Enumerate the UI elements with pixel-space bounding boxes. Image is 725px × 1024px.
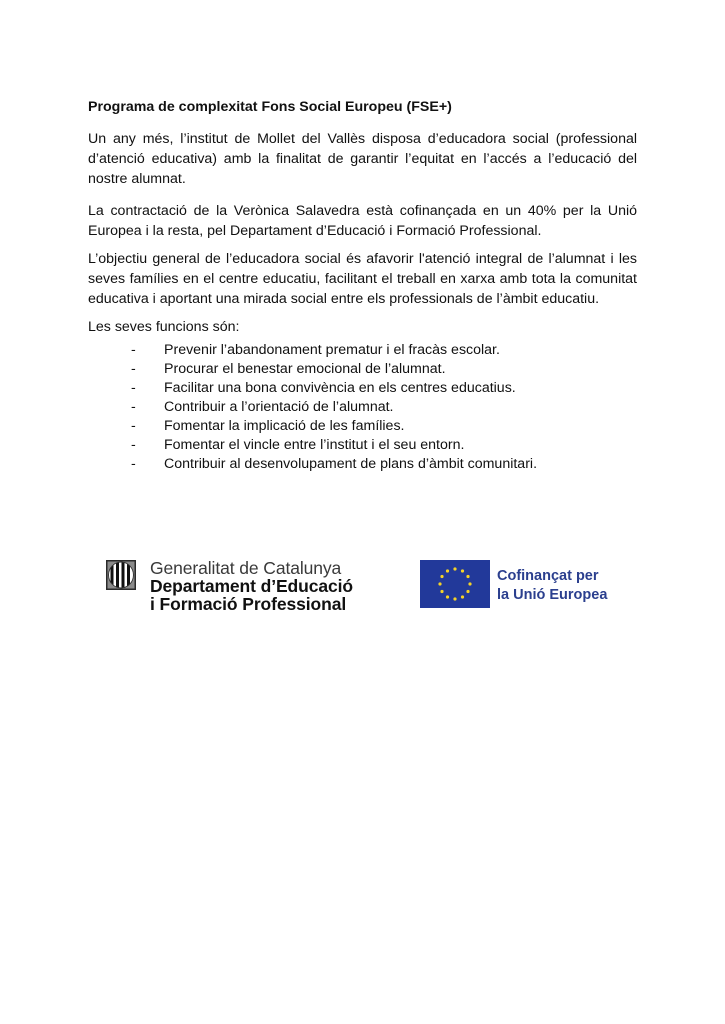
list-item bbox=[88, 436, 637, 455]
list-item bbox=[88, 398, 637, 417]
paragraph-intro: Un any més, l’institut de Mollet del Vallès disposa d’educadora social (professional d’atenció educativa) amb la finalitat de garantir l’equitat en l’accés a l’educació del nostre alumnat. bbox=[88, 131, 637, 187]
list-item-text: Fomentar la implicació de les famílies. bbox=[164, 418, 405, 434]
list-item-text: Facilitar una bona convivència en els centres educatius. bbox=[164, 380, 516, 396]
eu-text-line2: la Unió Europea bbox=[497, 587, 608, 603]
generalitat-name: Generalitat de Catalunya bbox=[150, 558, 342, 578]
list-item bbox=[88, 379, 637, 398]
generalitat-logo bbox=[106, 556, 366, 616]
eu-flag-icon bbox=[420, 560, 490, 608]
list-dash: - bbox=[131, 437, 136, 453]
list-item-text: Contribuir a l’orientació de l’alumnat. bbox=[164, 399, 394, 415]
list-item-text: Contribuir al desenvolupament de plans d’àmbit comunitari. bbox=[164, 456, 538, 472]
paragraph-funding: La contractació de la Verònica Salavedra està cofinançada en un 40% per la Unió Europea i la resta, pel Departament d’Educació i Formació Professional. bbox=[88, 203, 637, 239]
department-name-line2: i Formació Professional bbox=[150, 594, 347, 614]
list-item bbox=[88, 455, 637, 474]
list-dash: - bbox=[131, 456, 136, 472]
list-item-text: Procurar el benestar emocional de l’alumnat. bbox=[164, 361, 446, 377]
list-item bbox=[88, 417, 637, 436]
generalitat-text bbox=[150, 559, 353, 613]
list-item-text: Prevenir l’abandonament prematur i el fracàs escolar. bbox=[164, 342, 500, 358]
department-name-line1: Departament d’Educació bbox=[150, 576, 353, 596]
list-dash: - bbox=[131, 380, 136, 396]
list-dash: - bbox=[131, 399, 136, 415]
list-dash: - bbox=[131, 418, 136, 434]
list-dash: - bbox=[131, 361, 136, 377]
list-item-text: Fomentar el vincle entre l’institut i el seu entorn. bbox=[164, 437, 465, 453]
eu-cofunding-logo bbox=[420, 560, 610, 610]
generalitat-emblem-icon bbox=[106, 560, 136, 590]
list-item bbox=[88, 341, 637, 360]
document-body bbox=[88, 98, 637, 474]
functions-intro: Les seves funcions són: bbox=[88, 319, 240, 335]
document-title: Programa de complexitat Fons Social Europeu (FSE+) bbox=[88, 99, 452, 115]
list-item bbox=[88, 360, 637, 379]
eu-text-line1: Cofinançat per bbox=[497, 568, 599, 584]
eu-cofunding-text bbox=[497, 567, 607, 605]
list-dash: - bbox=[131, 342, 136, 358]
paragraph-objective: L’objectiu general de l’educadora social és afavorir l'atenció integral de l’alumnat i les seves famílies en el centre educatiu, facilitant el treball en xarxa amb tota la comunitat educativa i aportant una mirada social entre els professionals de l’àmbit educatiu. bbox=[88, 251, 637, 307]
functions-list bbox=[88, 341, 637, 474]
